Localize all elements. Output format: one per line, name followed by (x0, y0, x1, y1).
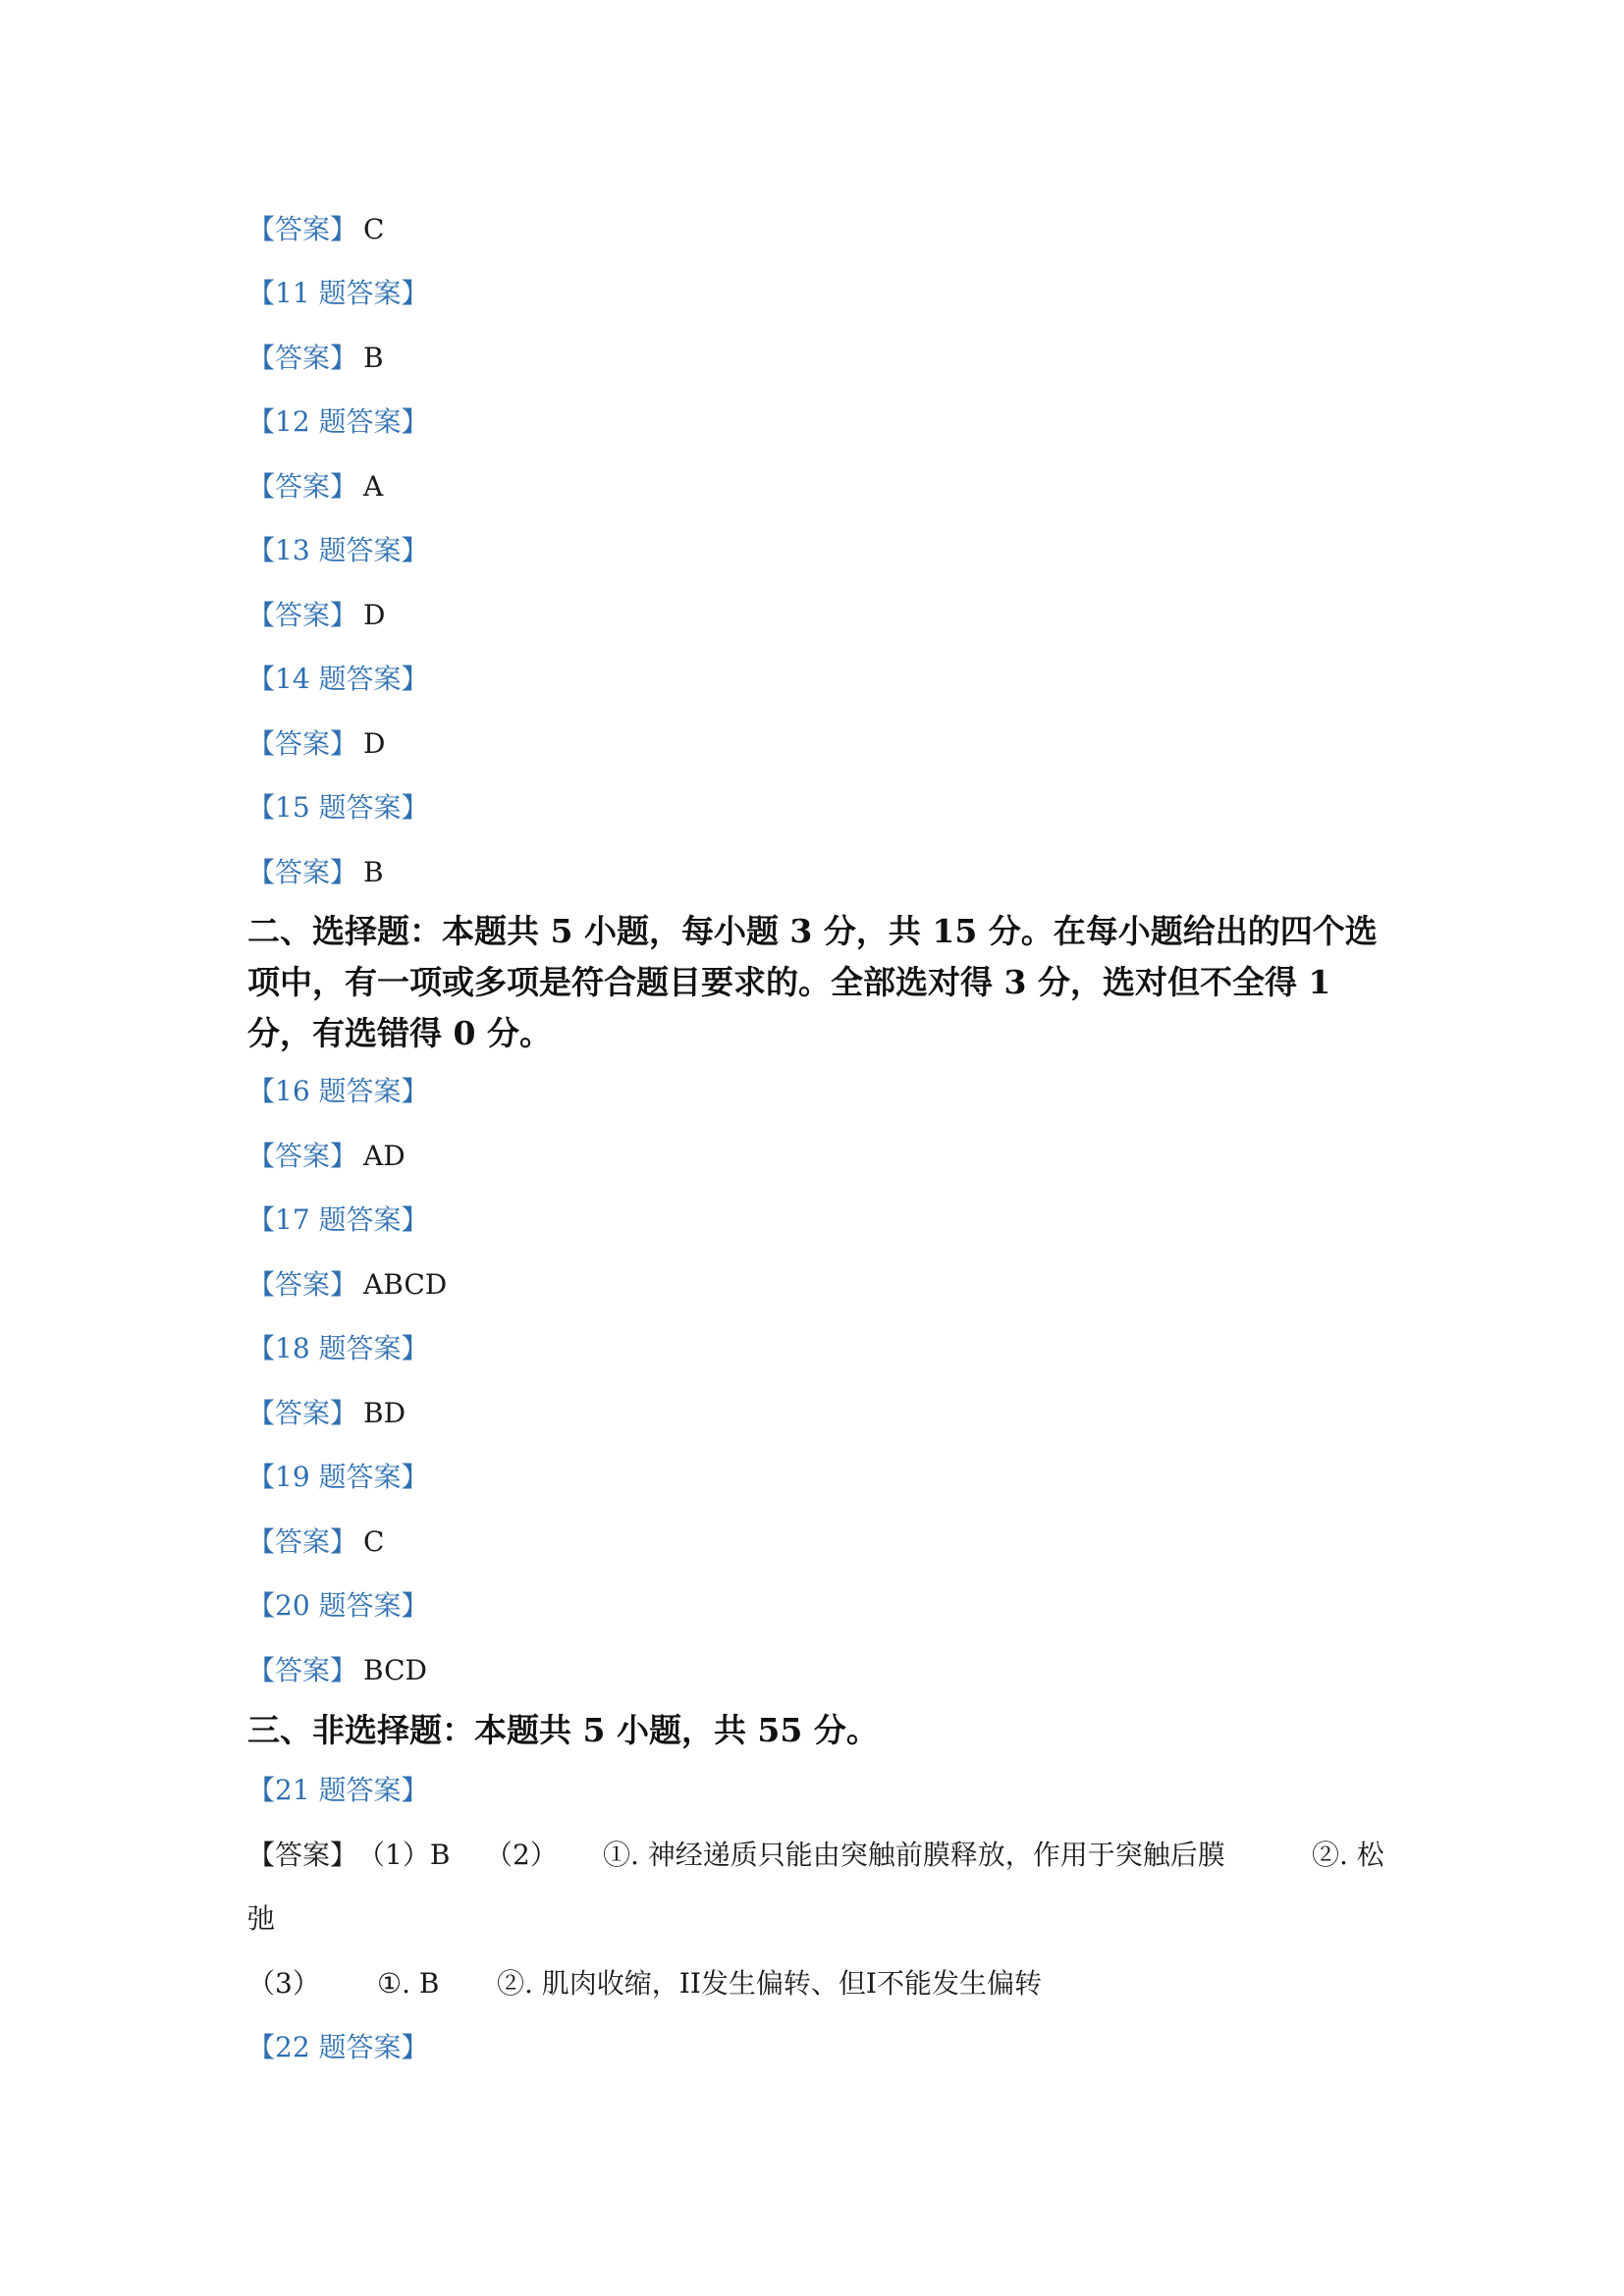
question-heading-18: 【18 题答案】 (247, 1332, 429, 1364)
q21-part2-answer-2-continued: 弛 (247, 1902, 276, 1935)
question-heading-17: 【17 题答案】 (247, 1203, 429, 1236)
answer-line: 【答案】 D (247, 599, 386, 631)
answer-line: 【答案】 ABCD (247, 1268, 448, 1301)
question-heading-22: 【22 题答案】 (247, 2031, 429, 2063)
question-heading-15: 【15 题答案】 (247, 791, 429, 824)
question-heading-19: 【19 题答案】 (247, 1461, 429, 1493)
answer-line: 【答案】 B (247, 342, 384, 374)
q21-part2-answer-1: ①. 神经递质只能由突触前膜释放，作用于突触后膜 (603, 1839, 1225, 1871)
q21-part3-answer-2: ②. 肌肉收缩，II发生偏转、但I不能发生偏转 (497, 1967, 1042, 2000)
answer-line: 【答案】 C (247, 1525, 385, 1558)
answer-line: 【答案】 C (247, 213, 385, 245)
answer-line: 【答案】 BCD (247, 1654, 427, 1686)
answer-line: 【答案】 BD (247, 1397, 406, 1429)
q21-part2-number: （2） (485, 1839, 558, 1871)
q21-part3-answer-1: ①. B (377, 1967, 440, 2000)
q21-part3-number: （3） (247, 1967, 320, 2000)
section-heading-3: 三、非选择题：本题共 5 小题，共 55 分。 (247, 1711, 879, 1749)
question-heading-13: 【13 题答案】 (247, 534, 429, 566)
question-heading-20: 【20 题答案】 (247, 1589, 429, 1622)
answer-line: 【答案】 A (247, 470, 384, 503)
question-heading-12: 【12 题答案】 (247, 405, 429, 438)
answer-tag: 【答案】 (247, 1839, 358, 1871)
question-heading-11: 【11 题答案】 (247, 277, 429, 309)
question-heading-21: 【21 题答案】 (247, 1774, 429, 1806)
answer-line: 【答案】 B (247, 856, 384, 888)
answer-line: 【答案】 D (247, 727, 386, 760)
question-heading-14: 【14 题答案】 (247, 663, 429, 695)
q21-part1: （1）B (357, 1839, 451, 1871)
section-heading-2: 二、选择题：本题共 5 小题，每小题 3 分，共 15 分。在每小题给出的四个选项中，有一项或多项是符合题目要求的。全部选对得 3 分，选对但不全得 1 分，有选错得 0 分。 (247, 912, 1378, 1052)
answer-line: 【答案】 AD (247, 1140, 406, 1172)
question-heading-16: 【16 题答案】 (247, 1075, 429, 1107)
q21-part2-answer-2: ②. 松 (1312, 1839, 1384, 1871)
